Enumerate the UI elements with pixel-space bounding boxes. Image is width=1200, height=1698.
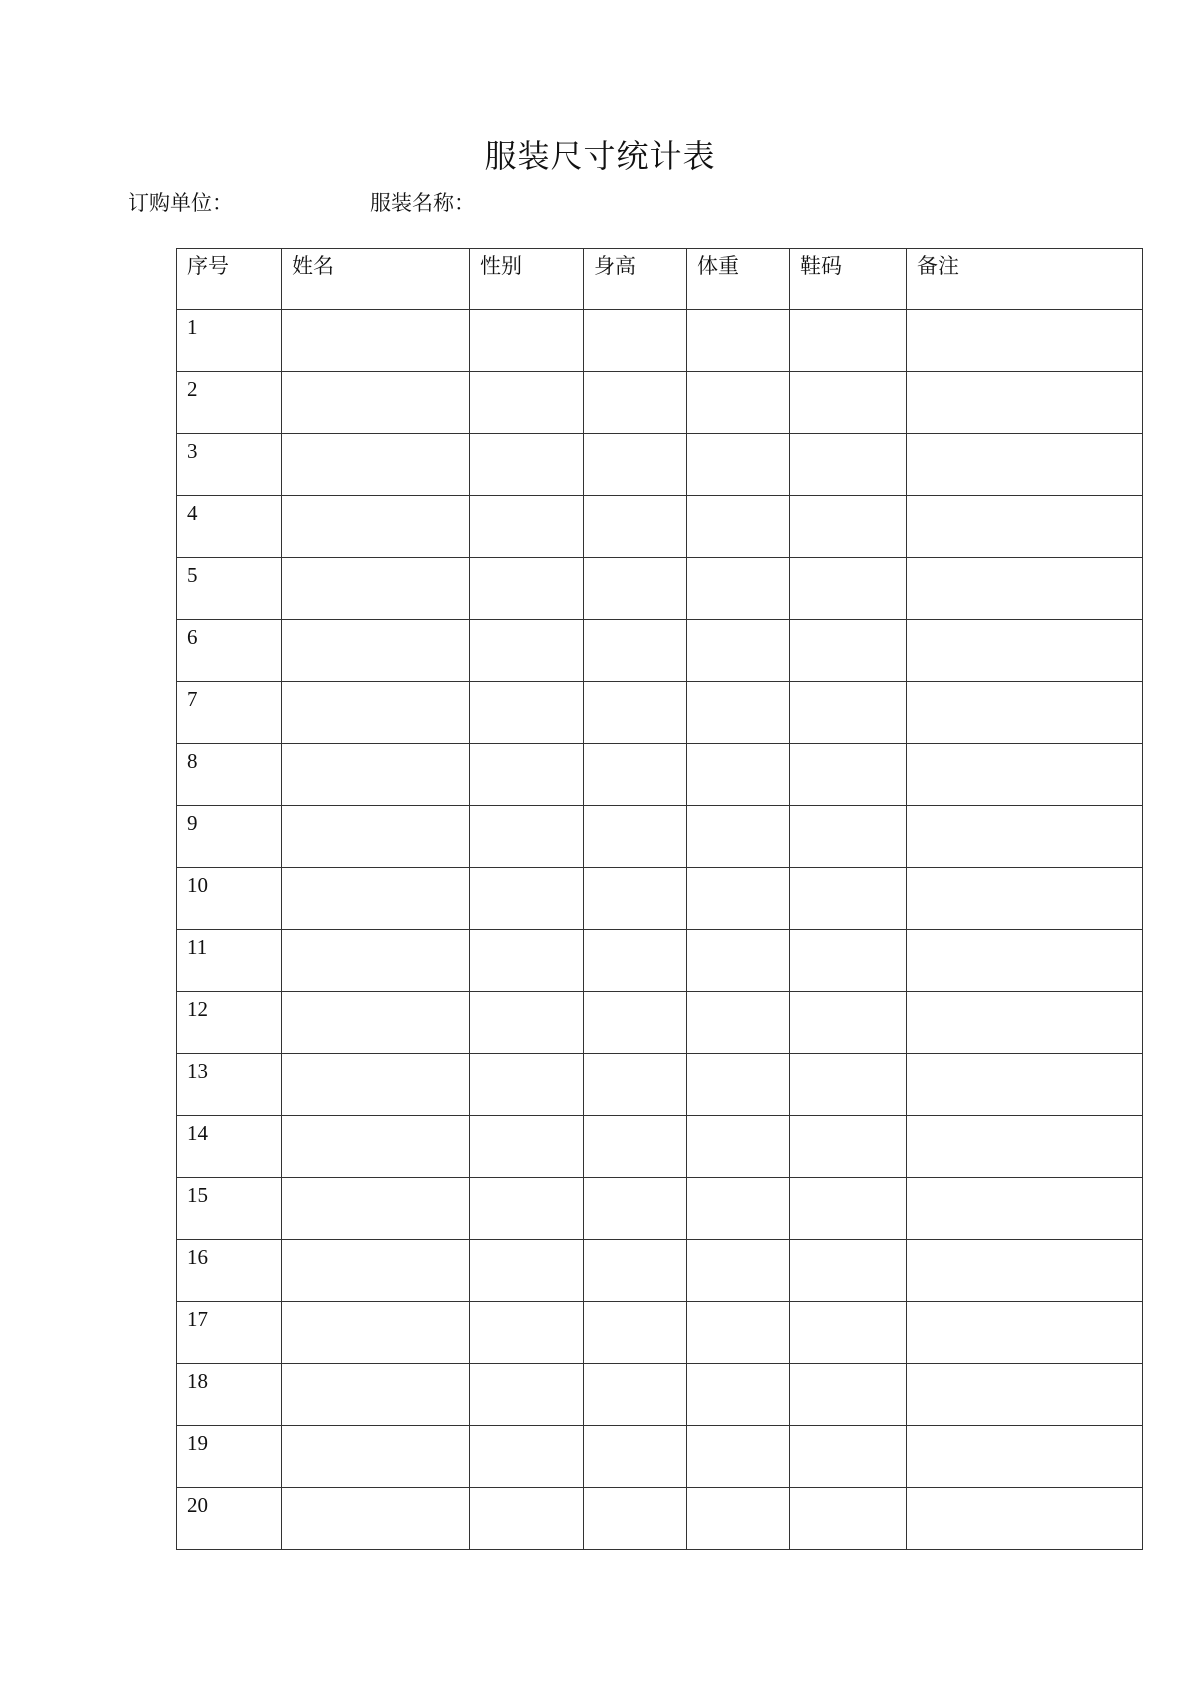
weight-cell[interactable] <box>687 620 790 682</box>
header-shoe-size: 鞋码 <box>790 249 907 310</box>
table-row <box>177 558 1143 620</box>
name-cell[interactable] <box>282 1488 470 1550</box>
height-cell[interactable] <box>584 1116 687 1178</box>
shoe-size-cell[interactable] <box>790 1488 907 1550</box>
header-weight: 体重 <box>687 249 790 310</box>
height-cell[interactable] <box>584 372 687 434</box>
table-row <box>177 1426 1143 1488</box>
row-number: 5 <box>177 558 282 620</box>
gender-cell[interactable] <box>470 992 584 1054</box>
name-cell[interactable] <box>282 620 470 682</box>
name-cell[interactable] <box>282 1116 470 1178</box>
row-number: 16 <box>177 1240 282 1302</box>
remarks-cell[interactable] <box>907 434 1143 496</box>
height-cell[interactable] <box>584 1302 687 1364</box>
shoe-size-cell[interactable] <box>790 682 907 744</box>
weight-cell[interactable] <box>687 930 790 992</box>
remarks-cell[interactable] <box>907 620 1143 682</box>
gender-cell[interactable] <box>470 558 584 620</box>
weight-cell[interactable] <box>687 1302 790 1364</box>
height-cell[interactable] <box>584 930 687 992</box>
table-row <box>177 620 1143 682</box>
name-cell[interactable] <box>282 1426 470 1488</box>
remarks-cell[interactable] <box>907 682 1143 744</box>
remarks-cell[interactable] <box>907 806 1143 868</box>
gender-cell[interactable] <box>470 868 584 930</box>
name-cell[interactable] <box>282 868 470 930</box>
row-number: 9 <box>177 806 282 868</box>
order-unit-label: 订购单位： <box>128 191 233 215</box>
gender-cell[interactable] <box>470 620 584 682</box>
shoe-size-cell[interactable] <box>790 372 907 434</box>
height-cell[interactable] <box>584 868 687 930</box>
table-body <box>177 310 1143 1550</box>
table-row <box>177 744 1143 806</box>
row-number: 2 <box>177 372 282 434</box>
height-cell[interactable] <box>584 682 687 744</box>
shoe-size-cell[interactable] <box>790 1364 907 1426</box>
row-number: 7 <box>177 682 282 744</box>
header-serial-number: 序号 <box>177 249 282 310</box>
height-cell[interactable] <box>584 620 687 682</box>
table-header-row <box>177 249 1143 310</box>
weight-cell[interactable] <box>687 1116 790 1178</box>
row-number: 10 <box>177 868 282 930</box>
table-row <box>177 310 1143 372</box>
name-cell[interactable] <box>282 372 470 434</box>
table-row <box>177 1240 1143 1302</box>
row-number: 12 <box>177 992 282 1054</box>
remarks-cell[interactable] <box>907 992 1143 1054</box>
name-cell[interactable] <box>282 682 470 744</box>
table-row <box>177 1364 1143 1426</box>
gender-cell[interactable] <box>470 1054 584 1116</box>
weight-cell[interactable] <box>687 1054 790 1116</box>
height-cell[interactable] <box>584 1054 687 1116</box>
shoe-size-cell[interactable] <box>790 992 907 1054</box>
weight-cell[interactable] <box>687 434 790 496</box>
name-cell[interactable] <box>282 558 470 620</box>
weight-cell[interactable] <box>687 1178 790 1240</box>
weight-cell[interactable] <box>687 1364 790 1426</box>
gender-cell[interactable] <box>470 1240 584 1302</box>
remarks-cell[interactable] <box>907 310 1143 372</box>
row-number: 1 <box>177 310 282 372</box>
weight-cell[interactable] <box>687 868 790 930</box>
remarks-cell[interactable] <box>907 558 1143 620</box>
name-cell[interactable] <box>282 1240 470 1302</box>
table-row <box>177 1116 1143 1178</box>
shoe-size-cell[interactable] <box>790 1302 907 1364</box>
height-cell[interactable] <box>584 744 687 806</box>
shoe-size-cell[interactable] <box>790 1178 907 1240</box>
table-row <box>177 1488 1143 1550</box>
height-cell[interactable] <box>584 1240 687 1302</box>
gender-cell[interactable] <box>470 930 584 992</box>
weight-cell[interactable] <box>687 372 790 434</box>
height-cell[interactable] <box>584 992 687 1054</box>
row-number: 8 <box>177 744 282 806</box>
name-cell[interactable] <box>282 1302 470 1364</box>
row-number: 18 <box>177 1364 282 1426</box>
weight-cell[interactable] <box>687 310 790 372</box>
row-number: 14 <box>177 1116 282 1178</box>
shoe-size-cell[interactable] <box>790 434 907 496</box>
table-row <box>177 806 1143 868</box>
table-row <box>177 1178 1143 1240</box>
gender-cell[interactable] <box>470 1488 584 1550</box>
height-cell[interactable] <box>584 310 687 372</box>
shoe-size-cell[interactable] <box>790 1116 907 1178</box>
gender-cell[interactable] <box>470 310 584 372</box>
row-number: 4 <box>177 496 282 558</box>
shoe-size-cell[interactable] <box>790 1240 907 1302</box>
name-cell[interactable] <box>282 434 470 496</box>
gender-cell[interactable] <box>470 372 584 434</box>
remarks-cell[interactable] <box>907 1488 1143 1550</box>
weight-cell[interactable] <box>687 682 790 744</box>
row-number: 15 <box>177 1178 282 1240</box>
height-cell[interactable] <box>584 1364 687 1426</box>
gender-cell[interactable] <box>470 806 584 868</box>
row-number: 17 <box>177 1302 282 1364</box>
header-name: 姓名 <box>282 249 470 310</box>
remarks-cell[interactable] <box>907 1426 1143 1488</box>
table-row <box>177 1054 1143 1116</box>
table-row <box>177 372 1143 434</box>
remarks-cell[interactable] <box>907 1054 1143 1116</box>
gender-cell[interactable] <box>470 744 584 806</box>
name-cell[interactable] <box>282 992 470 1054</box>
height-cell[interactable] <box>584 496 687 558</box>
shoe-size-cell[interactable] <box>790 620 907 682</box>
remarks-cell[interactable] <box>907 1302 1143 1364</box>
weight-cell[interactable] <box>687 744 790 806</box>
weight-cell[interactable] <box>687 558 790 620</box>
table-row <box>177 434 1143 496</box>
weight-cell[interactable] <box>687 806 790 868</box>
row-number: 6 <box>177 620 282 682</box>
shoe-size-cell[interactable] <box>790 806 907 868</box>
shoe-size-cell[interactable] <box>790 930 907 992</box>
weight-cell[interactable] <box>687 1426 790 1488</box>
name-cell[interactable] <box>282 310 470 372</box>
name-cell[interactable] <box>282 1054 470 1116</box>
shoe-size-cell[interactable] <box>790 496 907 558</box>
shoe-size-cell[interactable] <box>790 558 907 620</box>
row-number: 11 <box>177 930 282 992</box>
remarks-cell[interactable] <box>907 372 1143 434</box>
weight-cell[interactable] <box>687 992 790 1054</box>
shoe-size-cell[interactable] <box>790 1426 907 1488</box>
gender-cell[interactable] <box>470 682 584 744</box>
height-cell[interactable] <box>584 1178 687 1240</box>
remarks-cell[interactable] <box>907 868 1143 930</box>
remarks-cell[interactable] <box>907 1116 1143 1178</box>
remarks-cell[interactable] <box>907 744 1143 806</box>
height-cell[interactable] <box>584 434 687 496</box>
name-cell[interactable] <box>282 1364 470 1426</box>
garment-name-label: 服装名称： <box>370 191 475 215</box>
row-number: 13 <box>177 1054 282 1116</box>
name-cell[interactable] <box>282 806 470 868</box>
name-cell[interactable] <box>282 744 470 806</box>
gender-cell[interactable] <box>470 1364 584 1426</box>
row-number: 19 <box>177 1426 282 1488</box>
gender-cell[interactable] <box>470 496 584 558</box>
header-height: 身高 <box>584 249 687 310</box>
weight-cell[interactable] <box>687 1240 790 1302</box>
remarks-cell[interactable] <box>907 1364 1143 1426</box>
row-number: 3 <box>177 434 282 496</box>
shoe-size-cell[interactable] <box>790 310 907 372</box>
height-cell[interactable] <box>584 558 687 620</box>
remarks-cell[interactable] <box>907 1178 1143 1240</box>
table-row <box>177 1302 1143 1364</box>
table-row <box>177 868 1143 930</box>
name-cell[interactable] <box>282 496 470 558</box>
remarks-cell[interactable] <box>907 496 1143 558</box>
shoe-size-cell[interactable] <box>790 1054 907 1116</box>
table-row <box>177 682 1143 744</box>
gender-cell[interactable] <box>470 434 584 496</box>
height-cell[interactable] <box>584 1426 687 1488</box>
header-gender: 性别 <box>470 249 584 310</box>
name-cell[interactable] <box>282 930 470 992</box>
table-row <box>177 930 1143 992</box>
shoe-size-cell[interactable] <box>790 868 907 930</box>
table-row <box>177 992 1143 1054</box>
gender-cell[interactable] <box>470 1426 584 1488</box>
size-statistics-table <box>176 248 1143 1550</box>
row-number: 20 <box>177 1488 282 1550</box>
page-title: 服装尺寸统计表 <box>484 137 716 175</box>
remarks-cell[interactable] <box>907 930 1143 992</box>
shoe-size-cell[interactable] <box>790 744 907 806</box>
weight-cell[interactable] <box>687 496 790 558</box>
gender-cell[interactable] <box>470 1116 584 1178</box>
header-remarks: 备注 <box>907 249 1143 310</box>
remarks-cell[interactable] <box>907 1240 1143 1302</box>
height-cell[interactable] <box>584 1488 687 1550</box>
name-cell[interactable] <box>282 1178 470 1240</box>
table-row <box>177 496 1143 558</box>
height-cell[interactable] <box>584 806 687 868</box>
weight-cell[interactable] <box>687 1488 790 1550</box>
gender-cell[interactable] <box>470 1302 584 1364</box>
gender-cell[interactable] <box>470 1178 584 1240</box>
